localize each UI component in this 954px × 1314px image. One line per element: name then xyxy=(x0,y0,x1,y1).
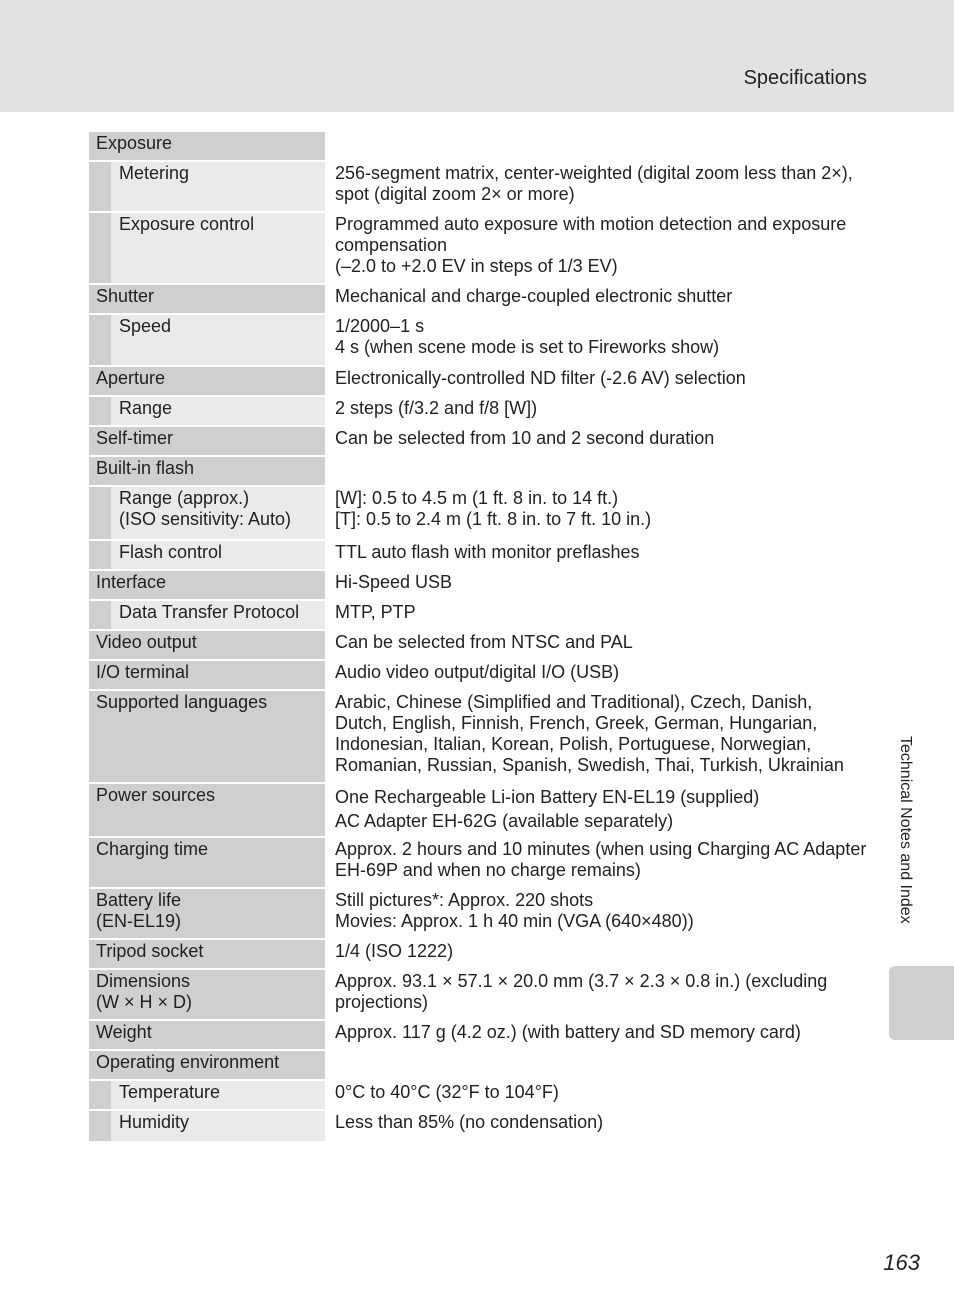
side-section-tab xyxy=(889,966,954,1040)
spec-label: Aperture xyxy=(89,367,325,395)
spec-row xyxy=(89,285,869,315)
spec-label: Metering xyxy=(111,162,325,211)
spec-value: Approx. 117 g (4.2 oz.) (with battery and SD memory card) xyxy=(335,1022,801,1042)
spec-label: Temperature xyxy=(111,1081,325,1109)
spec-row xyxy=(89,661,869,691)
section-title: Specifications xyxy=(743,67,867,89)
spec-label: Humidity xyxy=(111,1111,325,1141)
spec-value: 1/2000–1 s 4 s (when scene mode is set to Fireworks show) xyxy=(335,316,720,357)
spec-value: Audio video output/digital I/O (USB) xyxy=(335,662,620,682)
spec-value: Arabic, Chinese (Simplified and Traditional), Czech, Danish, Dutch, English, Finnish, French, Greek, German, Hungarian, Indonesian, Italian, Korean, Polish, Portuguese, Norwegian, Romanian, Russian, Spanish, Swedish, Thai, Turkish, Ukrainian xyxy=(335,692,844,775)
spec-value: Approx. 93.1 × 57.1 × 20.0 mm (3.7 × 2.3 × 0.8 in.) (excluding projections) xyxy=(335,971,828,1012)
spec-label: Built-in flash xyxy=(89,457,325,485)
spec-row xyxy=(89,1021,869,1051)
spec-row xyxy=(89,397,869,427)
spec-label: Range (approx.) (ISO sensitivity: Auto) xyxy=(111,487,325,539)
spec-label: Data Transfer Protocol xyxy=(111,601,325,629)
spec-value: Mechanical and charge-coupled electronic shutter xyxy=(335,286,733,306)
spec-row xyxy=(89,889,869,940)
spec-row xyxy=(89,213,869,285)
spec-value: 2 steps (f/3.2 and f/8 [W]) xyxy=(335,398,538,418)
spec-label: Range xyxy=(111,397,325,425)
spec-value: [W]: 0.5 to 4.5 m (1 ft. 8 in. to 14 ft.) [T]: 0.5 to 2.4 m (1 ft. 8 in. to 7 ft. 10 in.) xyxy=(335,488,652,529)
spec-row xyxy=(89,132,869,162)
spec-row xyxy=(89,541,869,571)
spec-row xyxy=(89,571,869,601)
spec-value: 0°C to 40°C (32°F to 104°F) xyxy=(335,1082,559,1102)
spec-value: 256-segment matrix, center-weighted (digital zoom less than 2×), spot (digital zoom 2× or more) xyxy=(335,163,853,204)
spec-value: TTL auto flash with monitor preflashes xyxy=(335,542,640,562)
spec-label: Speed xyxy=(111,315,325,365)
spec-value xyxy=(325,132,869,160)
spec-label: Power sources xyxy=(89,784,325,836)
spec-value: Hi-Speed USB xyxy=(335,572,453,592)
header-band xyxy=(0,0,954,112)
spec-row xyxy=(89,1051,869,1081)
spec-row xyxy=(89,784,869,838)
spec-value: Can be selected from NTSC and PAL xyxy=(335,632,633,652)
spec-value: One Rechargeable Li-ion Battery EN-EL19 (supplied) AC Adapter EH-62G (available separately) xyxy=(335,787,760,831)
spec-row xyxy=(89,940,869,970)
spec-row xyxy=(89,631,869,661)
spec-row xyxy=(89,691,869,784)
spec-label: Exposure xyxy=(89,132,325,160)
spec-label: I/O terminal xyxy=(89,661,325,689)
spec-label: Supported languages xyxy=(89,691,325,782)
spec-value: Still pictures*: Approx. 220 shots Movies: Approx. 1 h 40 min (VGA (640×480)) xyxy=(335,890,694,931)
spec-row xyxy=(89,601,869,631)
spec-label: Tripod socket xyxy=(89,940,325,968)
spec-label: Shutter xyxy=(89,285,325,313)
spec-label: Exposure control xyxy=(111,213,325,283)
spec-value: 1/4 (ISO 1222) xyxy=(335,941,454,961)
spec-row xyxy=(89,367,869,397)
spec-value: Programmed auto exposure with motion detection and exposure compensation (–2.0 to +2.0 EV in steps of 1/3 EV) xyxy=(335,214,847,276)
spec-label: Video output xyxy=(89,631,325,659)
spec-value: Can be selected from 10 and 2 second duration xyxy=(335,428,715,448)
spec-row xyxy=(89,162,869,213)
spec-row xyxy=(89,838,869,889)
spec-row xyxy=(89,427,869,457)
spec-label: Battery life (EN-EL19) xyxy=(89,889,325,938)
spec-value: Electronically-controlled ND filter (-2.6 AV) selection xyxy=(335,368,746,388)
specifications-table xyxy=(89,132,869,1141)
spec-value: Less than 85% (no condensation) xyxy=(335,1112,604,1132)
spec-label: Self-timer xyxy=(89,427,325,455)
page-number: 163 xyxy=(883,1250,920,1275)
spec-label: Dimensions (W × H × D) xyxy=(89,970,325,1019)
spec-row xyxy=(89,1111,869,1141)
spec-value: MTP, PTP xyxy=(335,602,416,622)
spec-row xyxy=(89,457,869,487)
spec-label: Charging time xyxy=(89,838,325,887)
spec-row xyxy=(89,315,869,367)
spec-value xyxy=(325,1051,869,1079)
spec-row xyxy=(89,487,869,541)
spec-value xyxy=(325,457,869,485)
spec-label: Operating environment xyxy=(89,1051,325,1079)
spec-value: Approx. 2 hours and 10 minutes (when using Charging AC Adapter EH-69P and when no charge remains) xyxy=(335,839,867,880)
spec-row xyxy=(89,1081,869,1111)
spec-row xyxy=(89,970,869,1021)
spec-label: Flash control xyxy=(111,541,325,569)
spec-label: Interface xyxy=(89,571,325,599)
spec-label: Weight xyxy=(89,1021,325,1049)
side-section-label: Technical Notes and Index xyxy=(897,736,914,924)
